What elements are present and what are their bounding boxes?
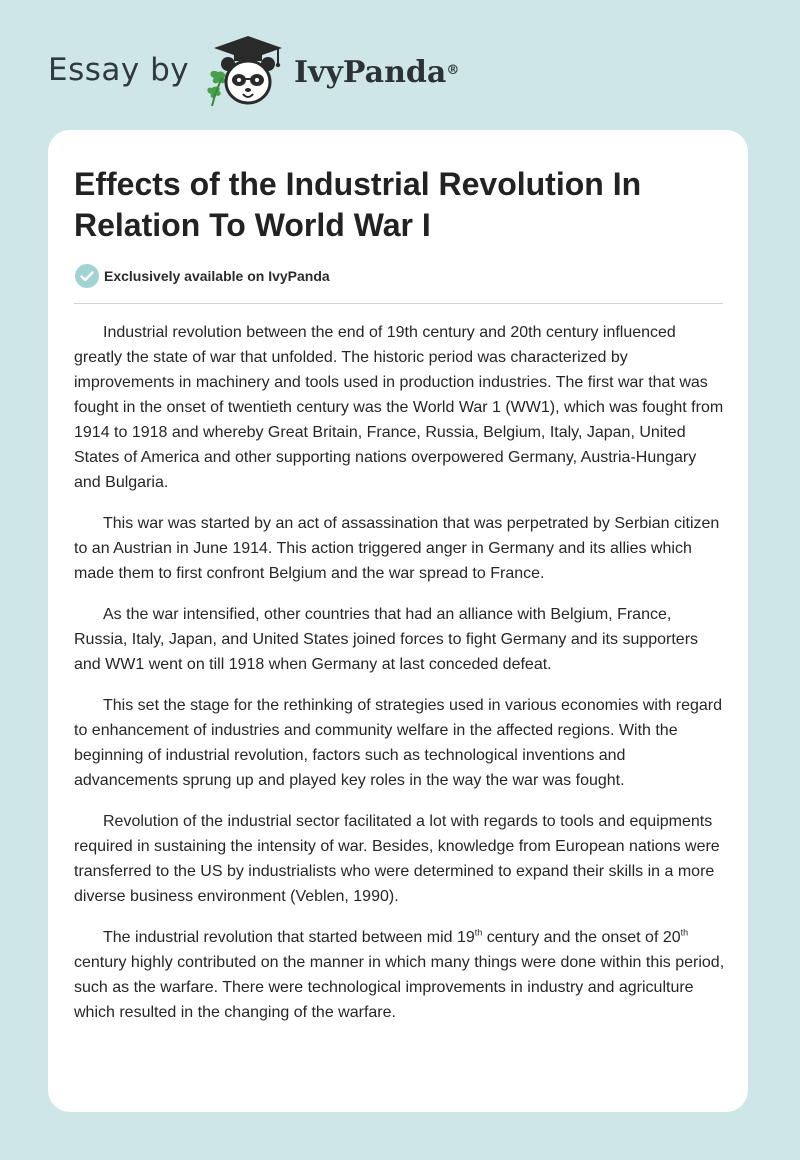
paragraph-text: century and the onset of 20 bbox=[482, 929, 681, 946]
site-header bbox=[0, 0, 800, 130]
paragraph: As the war intensified, other countries that had an alliance with Belgium, France, Russia, Italy, Japan, and United States joined forces to fight Germany and its supporters and WW1 went on till 1918 when Germany at last conceded defeat. bbox=[74, 606, 699, 673]
essay-card bbox=[48, 130, 748, 1112]
registered-mark: ® bbox=[446, 63, 460, 78]
paragraph: This war was started by an act of assassination that was perpetrated by Serbian citizen to an Austrian in June 1914. This action triggered anger in Germany and its allies which made them to first confront Belgium and the war spread to France. bbox=[74, 515, 720, 582]
paragraph-text: The industrial revolution that started between mid 19 bbox=[103, 929, 475, 946]
page-title: Effects of the Industrial Revolution In Relation To World War I bbox=[74, 166, 642, 243]
essay-by-label: Essay by bbox=[48, 52, 190, 88]
paragraph bbox=[74, 925, 726, 1025]
divider bbox=[74, 303, 723, 304]
essay-body bbox=[74, 320, 726, 1041]
paragraph: Industrial revolution between the end of 19th century and 20th century influenced greatly the state of war that unfolded. The historic period was characterized by improvements in machinery and tools used in production industries. The first war that was fought in the onset of twentieth century was the World War 1 (WW1), which was fought from 1914 to 1918 and whereby Great Britain, France, Russia, Belgium, Italy, Japan, United States of America and other supporting nations overpowered Germany, Austria-Hungary and Bulgaria. bbox=[74, 324, 724, 491]
exclusive-badge-label: Exclusively available on IvyPanda bbox=[104, 268, 330, 284]
paragraph: This set the stage for the rethinking of strategies used in various economies with regard to enhancement of industries and community welfare in the affected regions. With the beginning of industrial revolution, factors such as technological inventions and advancements sprung up and played key roles in the way the war was fought. bbox=[74, 697, 722, 789]
brand-name[interactable] bbox=[294, 55, 459, 91]
superscript: th bbox=[680, 927, 689, 938]
brand-text: IvyPanda bbox=[294, 55, 447, 90]
paragraph-text: century highly contributed on the manner in which many things were done within this period, such as the warfare. There were technological improvements in industry and agriculture which resulted in the changing of the warfare. bbox=[74, 954, 725, 1021]
exclusive-badge bbox=[74, 263, 330, 289]
panda-logo-icon[interactable] bbox=[200, 34, 292, 108]
check-circle-icon bbox=[74, 263, 100, 289]
paragraph: Revolution of the industrial sector facilitated a lot with regards to tools and equipments required in sustaining the intensity of war. Besides, knowledge from European nations were transferred to the US by industrialists who were determined to expand their skills in a more diverse business environment (Veblen, 1990). bbox=[74, 813, 720, 905]
superscript: th bbox=[474, 927, 483, 938]
